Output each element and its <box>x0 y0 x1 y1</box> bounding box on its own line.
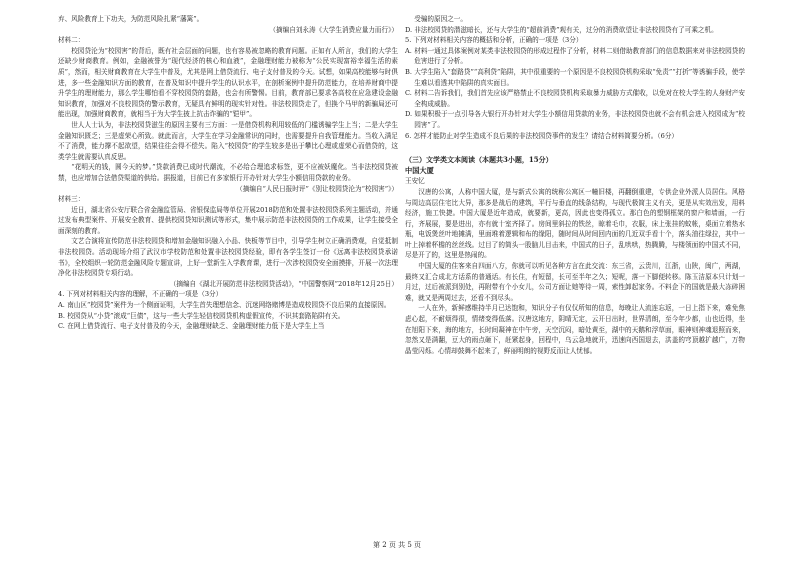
paragraph: 近日，湖北省公安厅联合省金融监管局、省银保监局等单位开展2018防范和处置非法校园贷系列主题活动，并通过发布典型案件、开展安全教育、提供校园贷知识测试等形式，集中展示防范非法校园贷的工作成果，让学生接受全面深刻的教育。 <box>58 205 398 235</box>
option-b: B. 校园贷从“小贷”滚成“巨债”，这与一些大学生轻信校园贷机构虚假宣传，不识其套路陷阱有关。 <box>58 311 345 320</box>
paragraph: 世人人士认为，非法校园贷滋生的原因主要有三方面：一是借贷机构利用较低的门槛诱骗学生上当；二是大学生金融知识匮乏；三是虚荣心所致。就此而言，大学生在学习金融常识的同时，也需要提升自我管理能力。当收入满足不了消费，能力撑不起欲望，结果往往会得不偿失。陷入“校园贷”的学生较多是出于攀比心理或虚荣心而借贷的，这类学生就需要认真反思。 <box>58 120 398 161</box>
paragraph: 校园贷沦为“校园害”的背后，既有社会层面的问题，也有容易被忽略的教育问题。正如有人所言，我们的大学生还缺少财商教育。例如，金融被誉为“现代经济的核心和血液”，金融理财能力被称为“公民实现富裕幸福生活的素质”，然而，相关财商教育在大学生中普及，尤其是网上借贷流行、电子支付普及的今天。试想，如果高校能够与时俱进，多一些金融知识方面的教育，在普及知识中提升学生的认识水平，在剖析案例中提升防范能力，在培养财商中提升学生的理财能力，那么学生哪怕看不穿校园贷的套路，也会有所警惕。目前，教育部已要求各高校在应急建设金融知识教育，加强对不良校园贷的警示教育，无疑具有鲜明的现实针对性。非法校园贷走了，但换个马甲的新骗局还可能出现，加强财商教育，就相当于为大学生披上抗击诈骗的“铠甲”。 <box>58 46 398 119</box>
citation: （摘编自《湖北开展防范非法校园贷活动》，“中国警察网”2018年12月25日） <box>169 279 398 288</box>
option-a: A. 材料一通过具体案例对某类非法校园贷的形成过程作了分析，材料二则借助教育部门的信息数据来对非法校园贷的危害进行了分析。 <box>405 46 745 66</box>
option-b: B. 大学生陷入“套路贷”“高利贷”陷阱，其中很重要的一个原因是不良校园贷机构采取“免责”“打折”等诱骗手段，使学生难以看透其中陷阱的真实面目。 <box>405 67 745 87</box>
story-title: 中国大厦 <box>405 165 434 175</box>
story-author: 王安忆 <box>405 177 425 186</box>
question-6: 6. 怎样才能防止对学生造成不良后果的非法校园贷事件的发生？请结合材料简要分析。（6分） <box>405 131 679 140</box>
paragraph: 一人在外，新鲜感维持半月已达饱和，知识分子有仅仅所知的信息，每晚让人流连忘返，一日上指下来，难免焦虑心起，不耐烦得很，情绪变得低落。汉唐这地方，阴晴无定，云开日出时，世界清朗，至今年少都，山也近得，坐在旭阳下来，海的地方，长时间凝神在中午旁，天空沉闷，暗处黄至，湖中的天鹅和浮草面，眼神则神魂退照而来，忽然又是满翻，豆大的雨点砸下，赶紧起身，回程中，乌云急地就开，迅速向西国退去，洪盖的穹顶越扩越广，万物晶莹闪烁。心情却鼓舞不起来了，鲜丽明朗的视野反而让人忧郁。 <box>405 304 745 355</box>
question-5: 5. 下列对材料相关内容的概括和分析，正确的一项是（3分） <box>405 36 583 45</box>
option-c: C. 在网上借贷流行、电子支付普及的今天，金融理财缺乏、金融理财能力低下是大学生上当 <box>58 322 325 331</box>
paragraph: 中国大厦的住客来自四面八方，你就可以听见各种方言在此交流：东三省，云贵川，江浙，山陕，闽广，两湖，最终又汇合成北方话系的普通话。有长住，有短留，长可至半年之久；短呢，落一下脚便转移。陈玉洁原本只计划一月过，过后被派到别处，再附带有个小女儿，公司方面让她等待一周，索性卸起家务。不料企下的国就是最大冻碎困难，就又是两周过去，还看不到尽头。 <box>405 262 745 302</box>
option-c: C. 材料二告诉我们，我们首先应该严格禁止不良校园贷机构采取暴力威胁方式催收，以免对在校大学生的人身财产安全构成威胁。 <box>405 89 745 108</box>
option-d: D. 非法校园贷的潜滋暗长，还与大学生的“超前消费”观有关，过分的消费欲望让非法校园贷有了可乘之机。 <box>405 25 718 34</box>
question-4: 4. 下列对材料相关内容的理解，不正确的一项是（3分） <box>58 290 223 299</box>
paragraph: 汉唐的公寓，人称中国大厦，是与新式公寓的统称公寓区一幢旧楼，再翻倒重建，专供企业外派人员居住。风格与周边高层住宅比大异，那多是战后的建筑，平行与垂直的线条结构，与现代极简主义有关，更是从实效出发，用料经济，施工快捷。中国大厦是近年造成，就要新，更高，因此也变得孤立。那白色的塑钢框架的窗户和墙面，一行行，齐展展，要是进出，亦有就十室齐择了。房间里斜拉的铁丝，晾着毛巾，衣服，床上张挂的蚊帐，桌面立着热水瓶，电饭煲丝叶地摊满，里面堆着逻辑和布的缘阳，随时间从时间回内面的几近双手看十个，落头油往绿拉，其中一叶上掉着杯檐的丝丝线。过目了的简头一股脑儿目击来，中国式的日子，乱哄哄，热腾腾，与楼领面的中国式不同，尽是开了的，这里是热闹的。 <box>405 187 745 260</box>
option-d: D. 如果积极于一点引导各大银行开办针对大学生小额信用贷款的业务，非法校园贷也就不会有机会进入校园成为“校园害”了。 <box>405 110 745 129</box>
citation: （摘编自“人民日报时评”《别让校园贷沦为“校园害”》） <box>236 184 398 193</box>
section-title: （三）文学类文本阅读（本题共3小题，15分） <box>405 155 553 165</box>
material-label: 材料二： <box>58 36 85 45</box>
paragraph: 弃、风险教育上下功夫，为防范风险扎紧“藩篱”。 <box>58 15 204 23</box>
paragraph: “花明天的钱，圆今天的梦。”贷款消费已成时代潮流，不必给合理追求标签，更不应被妖魔化。当非法校园贷被禁，也应增加合法借贷渠道的供给。据报道，目前已有多家银行开办针对大学生小额信用贷款的业务。 <box>58 163 398 182</box>
left-column <box>58 14 398 332</box>
option-a: A. 南山区“校园贷”案件为一个侧面证明，大学生首失理想信念、沉迷网络赌博是造成校园贷不良后果的直接原因。 <box>58 301 391 310</box>
material-label: 材料三： <box>58 195 85 204</box>
citation: （摘编自刘永涛《大学生消费应量力而行》） <box>269 25 398 34</box>
option-c-continued: 受骗的原因之一。 <box>414 15 467 23</box>
page-number: 第 2 页 共 5 页 <box>372 541 422 549</box>
right-column <box>405 14 745 356</box>
paragraph: 文艺合演将宣传防范非法校园贷和增加金融知识融入小品、快板等节目中，引导学生树立正确消费观，自觉抵制非法校园贷。活动现场介绍了武汉市学校防范和处置非法校园贷经验，即有各学生签订一份《远离非法校园贷承诺书》，全校组织一轮防范金融风险专题宣讲，上好一堂新生入学教育课，进行一次涉校园贷安全面摸排，开展一次法理净化非法校园贷专项行动。 <box>58 237 398 278</box>
